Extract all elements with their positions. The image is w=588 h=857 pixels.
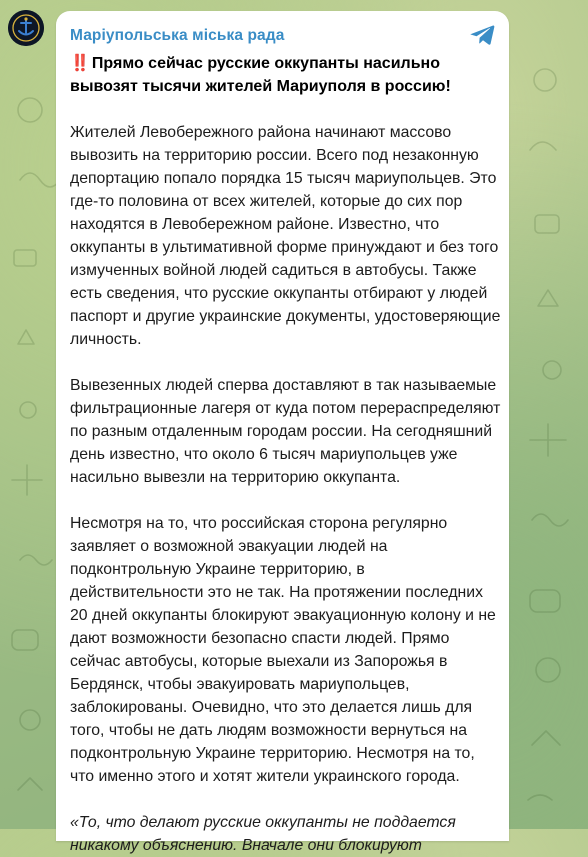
post-quote: «То, что делают русские оккупанты не поддается никакому объяснению. Вначале они блокируют xyxy=(70,814,456,854)
channel-avatar[interactable] xyxy=(8,10,44,46)
ship-emblem-icon xyxy=(8,10,44,46)
post-paragraph: Вывезенных людей сперва доставляют в так называемые фильтрационные лагеря от куда потом перераспределяют по разным отдаленным городам россии. На сегодняшний день известно, что около 6 тысяч мариупольцев уже насильно вывезли на территорию оккупанта. xyxy=(70,377,501,486)
headline-text: Прямо сейчас русские оккупанты насильно вывозят тысячи жителей Мариуполя в россию! xyxy=(70,55,451,95)
double-exclamation-icon: ‼️ xyxy=(70,55,90,72)
post-headline xyxy=(70,52,500,98)
post-paragraph: Несмотря на то, что российская сторона регулярно заявляет о возможной эвакуации людей на подконтрольную Украине территорию, в действительности это не так. На протяжении последних 20 дней оккупанты блокируют эвакуационную колону и не дают возможности безопасно спасти людей. Прямо сейчас автобусы, которые выехали из Запорожья в Бердянск, чтобы эвакуировать мариупольцев, заблокированы. Очевидно, что это делается лишь для того, чтобы не дать людям возможности вернуться на подконтрольную Украине территорию. Несмотря на то, что именно этого и хотят жители украинского города. xyxy=(70,515,496,785)
post-body xyxy=(70,121,509,857)
message-header xyxy=(70,25,509,47)
post-paragraph: Жителей Левобережного района начинают массово вывозить на территорию россии. Всего под незаконную депортацию попало порядка 15 тысяч мариупольцев. Это где-то половина от всех жителей, которые до сих пор находятся в Левобережном районе. Известно, что оккупанты в ультимативной форме принуждают и без того измученных войной людей садиться в автобусы. Также есть сведения, что русские оккупанты отбирают у людей паспорт и другие украинские документы, удостоверяющие личность. xyxy=(70,124,501,348)
telegram-send-icon[interactable] xyxy=(469,24,495,46)
channel-name[interactable]: Маріупольська міська рада xyxy=(70,27,285,44)
message-bubble[interactable] xyxy=(56,11,509,854)
